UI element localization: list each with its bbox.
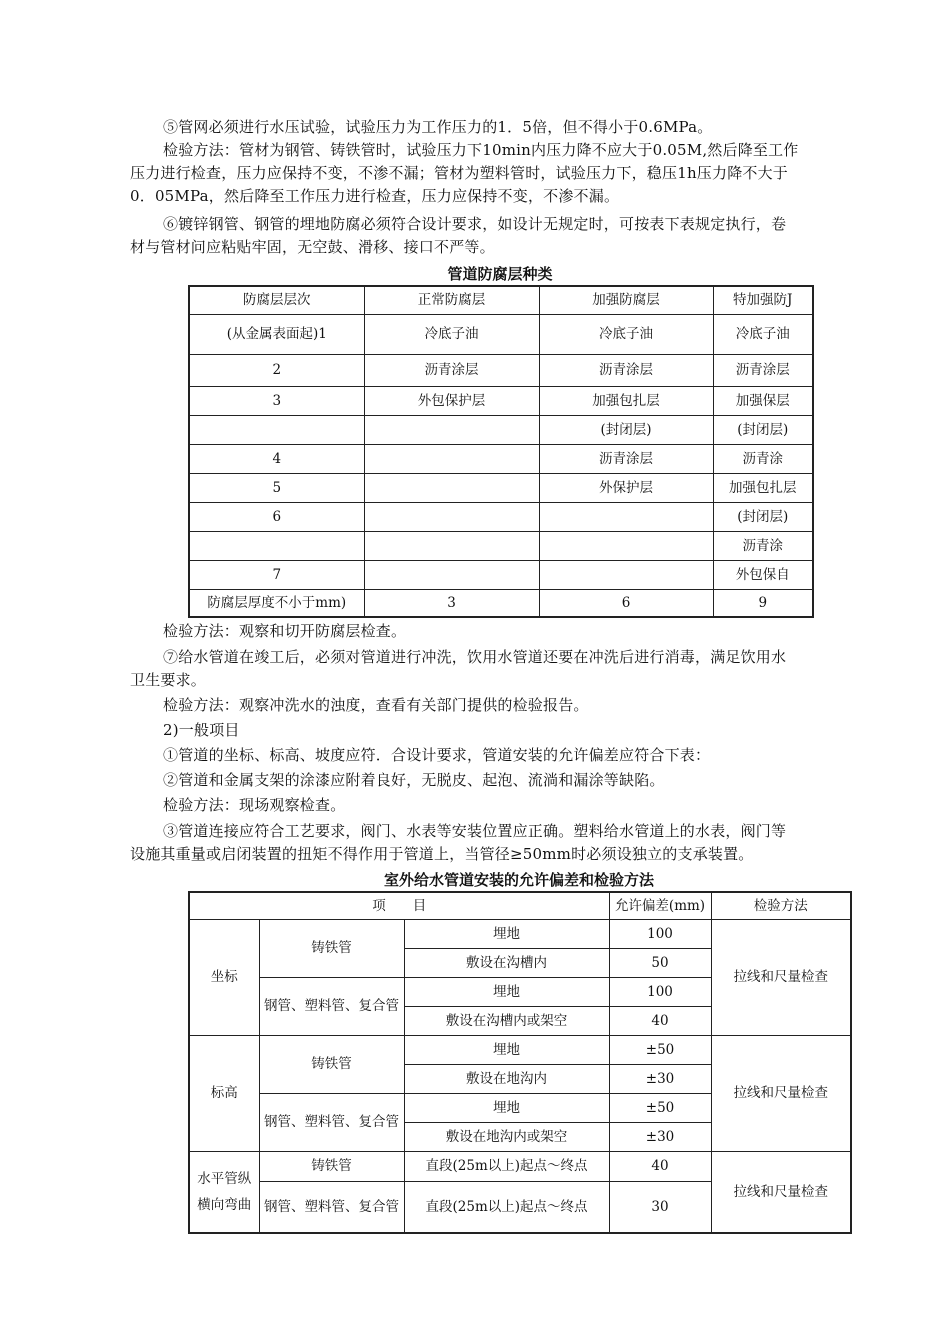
table-cell: 7 <box>189 560 364 589</box>
table2-header-method: 检验方法 <box>711 892 851 919</box>
anticorrosion-layer-table <box>188 285 814 618</box>
table-cell: 加强保层 <box>713 386 813 415</box>
elev-label-cell: 标高 <box>189 1035 259 1151</box>
install-cell: 敷设在沟槽内 <box>404 948 609 977</box>
tolerance-cell: ±30 <box>609 1122 711 1151</box>
tolerance-cell: 40 <box>609 1151 711 1181</box>
tolerance-cell: 100 <box>609 919 711 948</box>
table-cell <box>189 531 364 560</box>
table1-header-cell: 防腐层层次 <box>189 286 364 314</box>
paragraph-test-method-inspect: 检验方法：观察和切开防腐层检查。 <box>163 622 407 640</box>
paragraph-6-anticorrosion-line2: 材与管材问应粘贴牢固，无空鼓、滑移、接口不严等。 <box>130 238 495 256</box>
tolerance-cell: ±50 <box>609 1035 711 1064</box>
table-cell: 外包保自 <box>713 560 813 589</box>
coord-label-cell: 坐标 <box>189 919 259 1035</box>
table-cell: 沥青涂 <box>713 531 813 560</box>
table2-header-item: 项 目 <box>189 892 609 919</box>
table-cell <box>364 473 539 502</box>
table-cell: (从金属表面起)1 <box>189 314 364 354</box>
table-cell: 6 <box>189 502 364 531</box>
tolerance-cell: ±50 <box>609 1093 711 1122</box>
pipe-installation-tolerance-table <box>188 891 852 1234</box>
table-cell: 3 <box>189 386 364 415</box>
table-row <box>189 560 813 589</box>
paragraph-test-method-line3: 0．05MPa，然后降至工作压力进行检查，压力应保持不变，不渗不漏。 <box>130 187 620 205</box>
table-cell: (封闭层) <box>713 502 813 531</box>
table-row <box>189 502 813 531</box>
table-cell: 冷底子油 <box>364 314 539 354</box>
tolerance-cell: 40 <box>609 1006 711 1035</box>
table2-header-tolerance: 允许偏差(mm) <box>609 892 711 919</box>
table-cell: 沥青涂 <box>713 444 813 473</box>
method-cell: 拉线和尺量检查 <box>711 919 851 1035</box>
table-cell <box>189 415 364 444</box>
install-cell: 敷设在地沟内 <box>404 1064 609 1093</box>
table-cell <box>364 502 539 531</box>
table-cell: (封闭层) <box>713 415 813 444</box>
table-cell: 2 <box>189 354 364 386</box>
table-row <box>189 919 851 948</box>
tolerance-cell: 100 <box>609 977 711 1006</box>
table-cell: 冷底子油 <box>539 314 713 354</box>
paragraph-3-connection-line1: ③管道连接应符合工艺要求，阀门、水表等安装位置应正确。塑料给水管道上的水表，阀门等 <box>163 822 787 840</box>
install-cell: 敷设在地沟内或架空 <box>404 1122 609 1151</box>
paragraph-test-method-turbidity: 检验方法：观察冲洗水的浊度，查看有关部门提供的检验报告。 <box>163 696 589 714</box>
table-cell: 5 <box>189 473 364 502</box>
install-cell: 埋地 <box>404 1035 609 1064</box>
table-row <box>189 589 813 617</box>
install-cell: 直段(25m以上)起点～终点 <box>404 1181 609 1233</box>
material-cell: 铸铁管 <box>259 1151 404 1181</box>
table-cell <box>364 560 539 589</box>
table-row <box>189 415 813 444</box>
install-cell: 埋地 <box>404 1093 609 1122</box>
table-cell: 外包保护层 <box>364 386 539 415</box>
table-cell: 3 <box>364 589 539 617</box>
table-cell: 沥青涂层 <box>539 444 713 473</box>
install-cell: 敷设在沟槽内或架空 <box>404 1006 609 1035</box>
tolerance-cell: 30 <box>609 1181 711 1233</box>
material-cell: 铸铁管 <box>259 1035 404 1093</box>
paragraph-test-method-line1: 检验方法：管材为钢管、铸铁管时，试验压力下10min内压力降不应大于0.05M,然后降至工作 <box>163 141 799 159</box>
material-cell: 钢管、塑料管、复合管 <box>259 1181 404 1233</box>
paragraph-7-flushing-line1: ⑦给水管道在竣工后，必须对管道进行冲洗，饮用水管道还要在冲洗后进行消毒，满足饮用水 <box>163 648 787 666</box>
table-row <box>189 386 813 415</box>
table-row <box>189 473 813 502</box>
table-cell: (封闭层) <box>539 415 713 444</box>
paragraph-6-anticorrosion-line1: ⑥镀锌钢管、钢管的埋地防腐必须符合设计要求，如设计无规定时，可按表下表规定执行，卷 <box>163 215 787 233</box>
paragraph-5-pressure-test: ⑤管网必须进行水压试验，试验压力为工作压力的1．5倍，但不得小于0.6MPa。 <box>163 118 713 136</box>
table2-title: 室外给水管道安装的允许偏差和检验方法 <box>383 871 654 889</box>
tolerance-cell: ±30 <box>609 1064 711 1093</box>
material-cell: 钢管、塑料管、复合管 <box>259 977 404 1035</box>
table-cell: 4 <box>189 444 364 473</box>
material-cell: 铸铁管 <box>259 919 404 977</box>
table-cell <box>539 560 713 589</box>
table-cell: 沥青涂层 <box>713 354 813 386</box>
table-row <box>189 531 813 560</box>
method-cell: 拉线和尺量检查 <box>711 1035 851 1151</box>
table-cell <box>539 502 713 531</box>
table-cell <box>364 415 539 444</box>
paragraph-test-method-line2: 压力进行检查，压力应保持不变，不渗不漏；管材为塑料管时，试验压力下，稳压1h压力降不大于 <box>130 164 789 182</box>
table1-header-cell: 正常防腐层 <box>364 286 539 314</box>
table-cell: 沥青涂层 <box>364 354 539 386</box>
table1-header-cell: 加强防腐层 <box>539 286 713 314</box>
table2-header-row <box>189 892 851 919</box>
paragraph-3-connection-line2: 设施其重量或启闭装置的扭矩不得作用于管道上，当管径≥50mm时必须设独立的支承装置。 <box>130 845 754 863</box>
table-cell: 外保护层 <box>539 473 713 502</box>
table-cell: 加强包扎层 <box>539 386 713 415</box>
material-cell: 钢管、塑料管、复合管 <box>259 1093 404 1151</box>
table-cell <box>539 531 713 560</box>
table1-header-row <box>189 286 813 314</box>
table1-title: 管道防腐层种类 <box>447 265 553 283</box>
table-cell <box>364 444 539 473</box>
paragraph-test-method-site: 检验方法：现场观察检查。 <box>163 796 346 814</box>
paragraph-7-flushing-line2: 卫生要求。 <box>130 671 207 689</box>
paragraph-general-items: 2)一般项目 <box>163 721 240 739</box>
paragraph-2-painting: ②管道和金属支架的涂漆应附着良好，无脱皮、起泡、流淌和漏涂等缺陷。 <box>163 771 665 789</box>
paragraph-1-coordinates: ①管道的坐标、标高、坡度应符．合设计要求，管道安装的允许偏差应符合下表： <box>163 746 711 764</box>
install-cell: 直段(25m以上)起点～终点 <box>404 1151 609 1181</box>
method-cell: 拉线和尺量检查 <box>711 1151 851 1233</box>
bend-label-cell: 水平管纵横向弯曲 <box>189 1151 259 1233</box>
table-cell: 沥青涂层 <box>539 354 713 386</box>
table-cell: 冷底子油 <box>713 314 813 354</box>
table-cell: 加强包扎层 <box>713 473 813 502</box>
table-row <box>189 1151 851 1181</box>
table-cell <box>364 531 539 560</box>
table-row <box>189 444 813 473</box>
table-row <box>189 354 813 386</box>
install-cell: 埋地 <box>404 919 609 948</box>
table-row <box>189 314 813 354</box>
table-cell: 6 <box>539 589 713 617</box>
tolerance-cell: 50 <box>609 948 711 977</box>
table-cell: 防腐层厚度不小于mm) <box>189 589 364 617</box>
install-cell: 埋地 <box>404 977 609 1006</box>
table-row <box>189 1035 851 1064</box>
table-cell: 9 <box>713 589 813 617</box>
table1-header-cell: 特加强防J <box>713 286 813 314</box>
